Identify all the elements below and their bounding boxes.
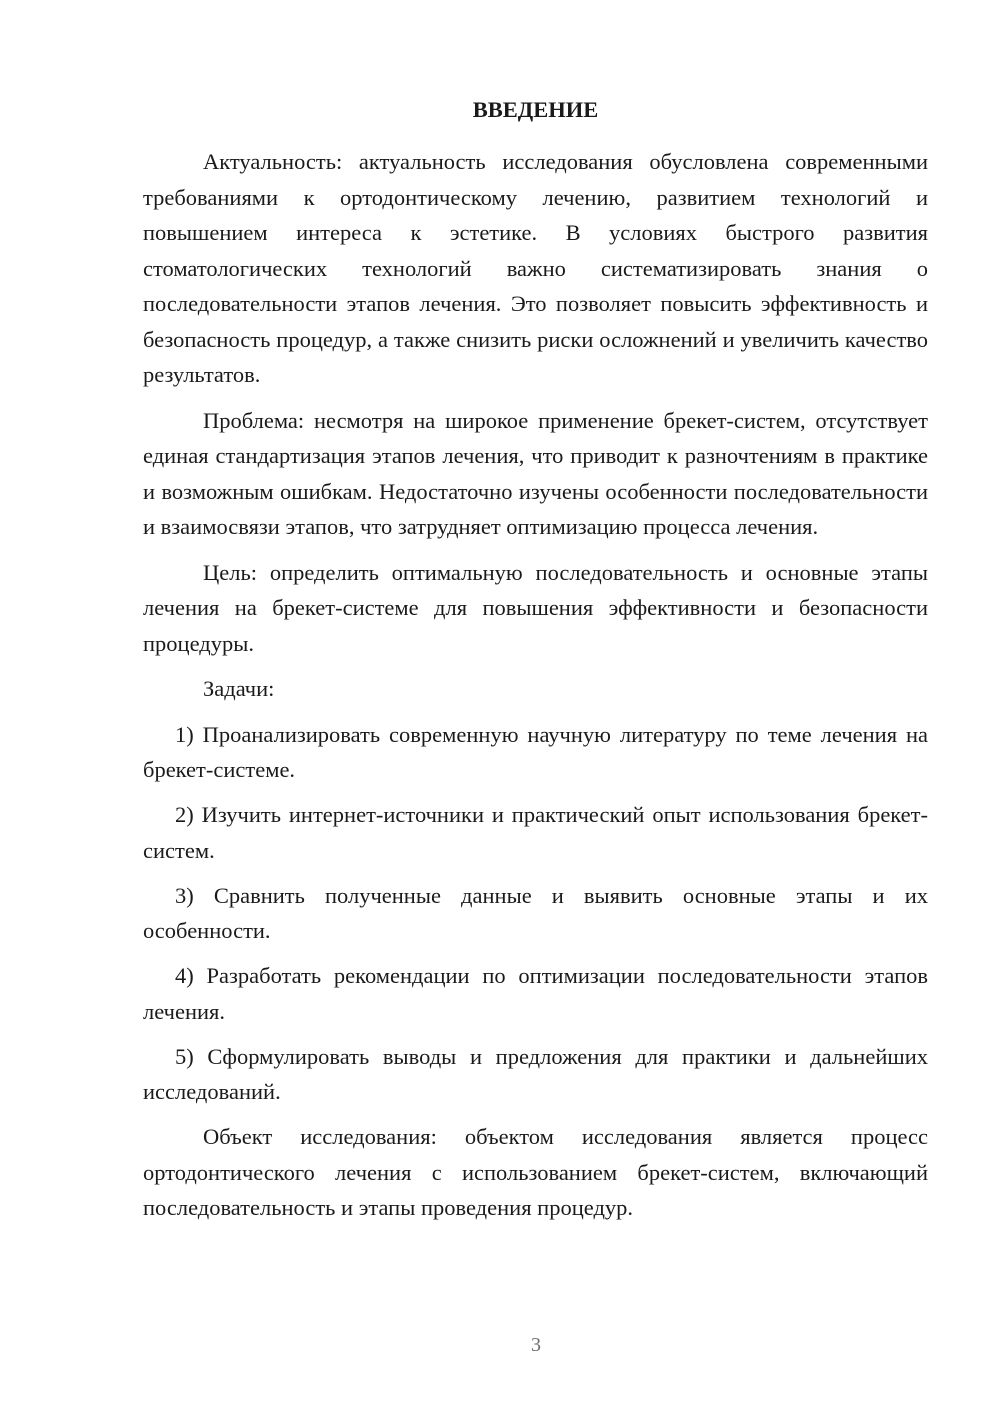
list-item: 1) Проанализировать современную научную литературу по теме лечения на брекет-системе. (143, 721, 928, 782)
list-item: 3) Сравнить полученные данные и выявить основные этапы и их особенности. (143, 882, 928, 943)
document-body (143, 93, 928, 1236)
tasks-heading: Задачи: (203, 676, 275, 701)
list-item: 4) Разработать рекомендации по оптимизации последовательности этапов лечения. (143, 963, 928, 1024)
list-item: 5) Сформулировать выводы и предложения для практики и дальнейших исследований. (143, 1043, 928, 1104)
paragraph-relevance: Актуальность: актуальность исследования обусловлена современными требованиями к ортодонтическому лечению, развитием технологий и повышением интереса к эстетике. В условиях быстрого развития стоматологических технологий важно систематизировать знания о последовательности этапов лечения. Это позволяет повысить эффективность и безопасность процедур, а также снизить риски осложнений и увеличить качество результатов. (143, 149, 928, 387)
paragraph-object: Объект исследования: объектом исследования является процесс ортодонтического лечения с использованием брекет-систем, включающий последовательность и этапы проведения процедур. (143, 1124, 928, 1220)
tasks-list (143, 717, 928, 1110)
page-title: ВВЕДЕНИЕ (472, 97, 599, 122)
list-item: 2) Изучить интернет-источники и практический опыт использования брекет-систем. (143, 802, 928, 863)
paragraph-goal: Цель: определить оптимальную последовательность и основные этапы лечения на брекет-системе для повышения эффективности и безопасности процедуры. (143, 559, 928, 656)
paragraph-problem: Проблема: несмотря на широкое применение брекет-систем, отсутствует единая стандартизация этапов лечения, что приводит к разночтениям в практике и возможным ошибкам. Недостаточно изучены особенности последовательности и взаимосвязи этапов, что затрудняет оптимизацию процесса лечения. (143, 407, 928, 539)
page-number: 3 (531, 1334, 541, 1356)
